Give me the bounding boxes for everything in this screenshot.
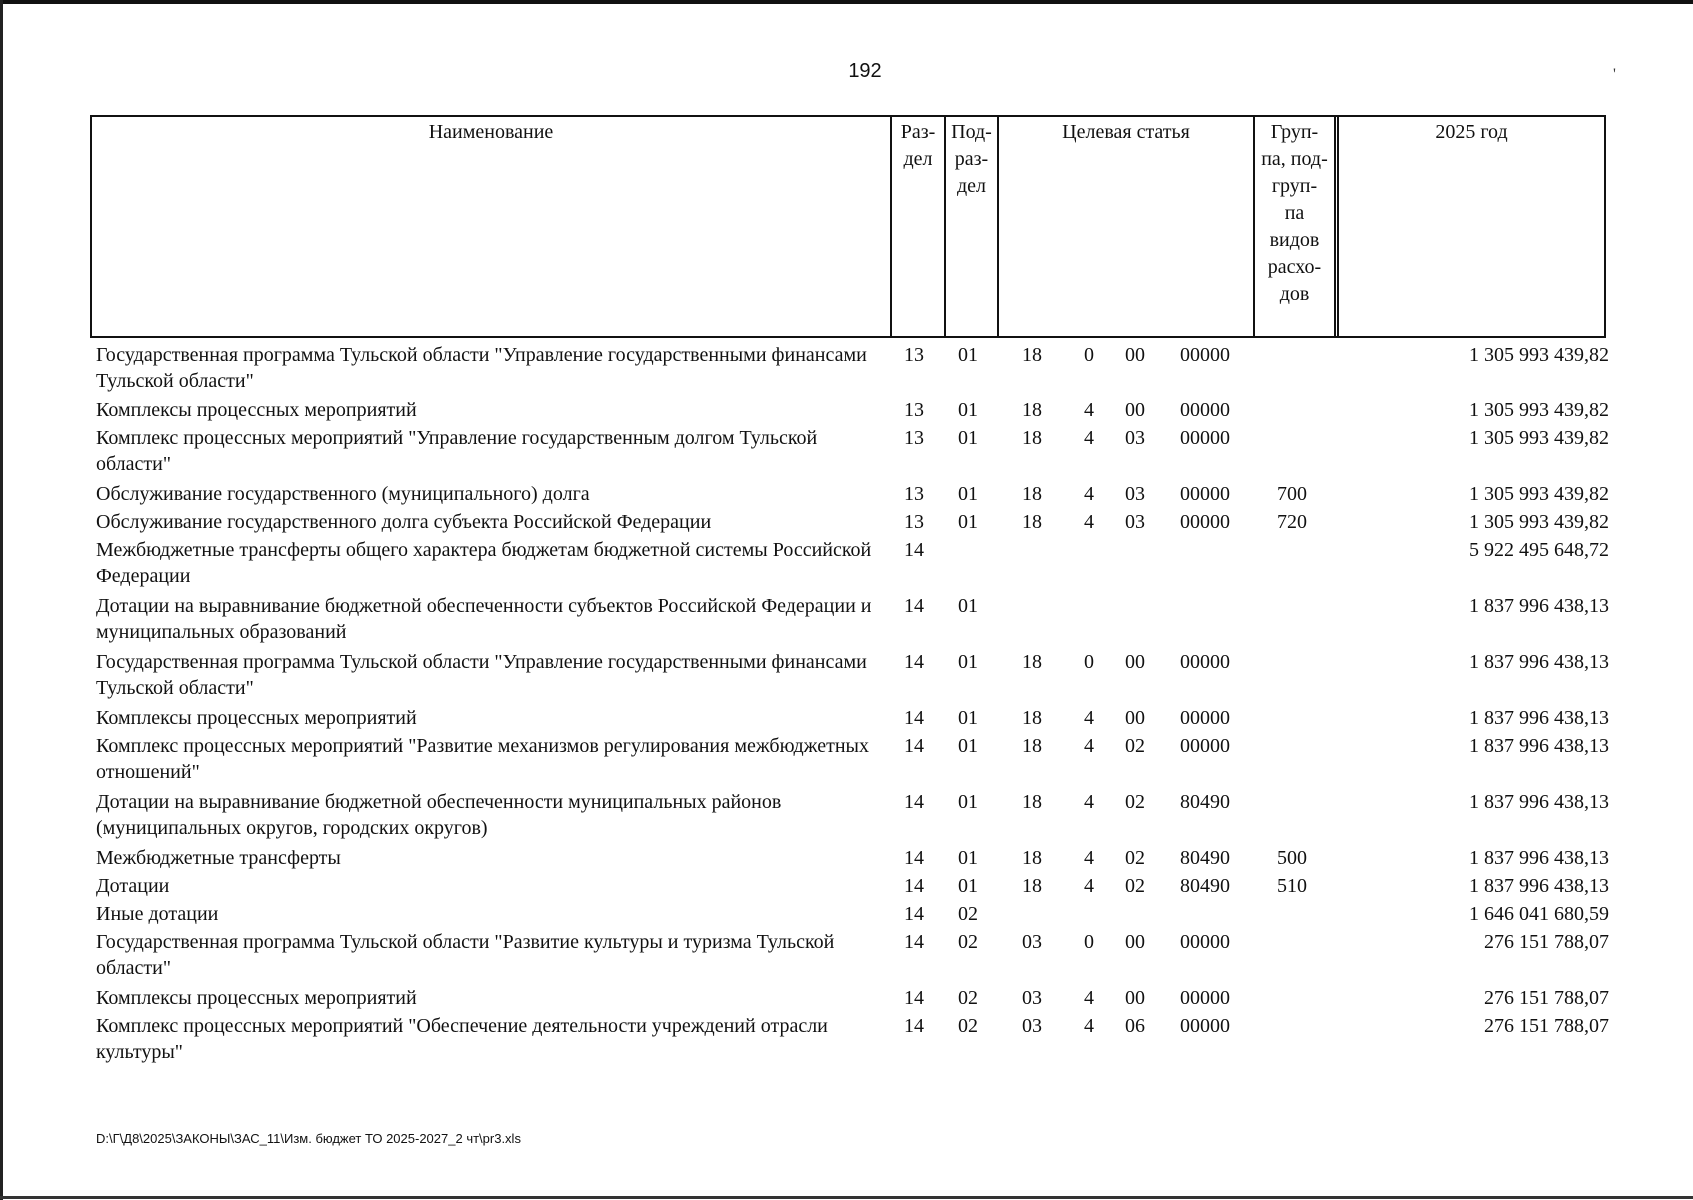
row-group: 500 [1277,847,1307,869]
row-target-direction: 00000 [1180,735,1230,757]
row-target-program: 18 [1022,483,1042,505]
row-sum: 1 305 993 439,82 [1469,399,1609,421]
corner-mark: ' [1613,66,1616,83]
row-target-program: 18 [1022,735,1042,757]
row-target-structure: 02 [1125,847,1145,869]
row-name: Межбюджетные трансферты [96,847,341,869]
row-target-direction: 80490 [1180,791,1230,813]
header-razdel-label: Раз- дел [900,121,936,170]
row-name: Комплексы процессных мероприятий [96,399,417,421]
header-podrazdel [944,117,997,336]
row-podrazdel: 01 [958,707,978,729]
row-target-type: 4 [1084,399,1094,421]
header-name-label: Наименование [428,121,554,143]
row-target-program: 18 [1022,427,1042,449]
row-target-program: 03 [1022,931,1042,953]
row-target-type: 4 [1084,791,1094,813]
row-podrazdel: 02 [958,987,978,1009]
row-target-type: 0 [1084,651,1094,673]
row-razdel: 13 [904,511,924,533]
row-razdel: 14 [904,875,924,897]
row-razdel: 14 [904,987,924,1009]
row-name: Комплекс процессных мероприятий "Обеспечение деятельности учреждений отрасли культуры" [96,1015,828,1063]
row-razdel: 14 [904,735,924,757]
row-sum: 1 305 993 439,82 [1469,511,1609,533]
row-target-direction: 00000 [1180,344,1230,366]
row-target-structure: 03 [1125,511,1145,533]
row-podrazdel: 01 [958,875,978,897]
row-target-direction: 00000 [1180,931,1230,953]
row-target-program: 03 [1022,987,1042,1009]
row-podrazdel: 02 [958,1015,978,1037]
row-target-structure: 03 [1125,483,1145,505]
header-razdel [890,117,944,336]
row-target-structure: 00 [1125,344,1145,366]
row-name: Государственная программа Тульской области "Развитие культуры и туризма Тульской области" [96,931,835,979]
row-target-type: 4 [1084,847,1094,869]
row-sum: 1 305 993 439,82 [1469,427,1609,449]
row-group: 510 [1277,875,1307,897]
row-target-direction: 00000 [1180,707,1230,729]
page-frame-left [0,0,3,1200]
row-target-direction: 80490 [1180,875,1230,897]
row-target-program: 18 [1022,399,1042,421]
row-target-direction: 00000 [1180,511,1230,533]
row-razdel: 14 [904,791,924,813]
row-name: Обслуживание государственного (муниципального) долга [96,483,590,505]
row-podrazdel: 01 [958,427,978,449]
row-podrazdel: 02 [958,931,978,953]
row-target-structure: 00 [1125,931,1145,953]
row-sum: 1 305 993 439,82 [1469,344,1609,366]
row-razdel: 14 [904,707,924,729]
table-header [90,115,1606,338]
row-razdel: 13 [904,399,924,421]
row-sum: 1 305 993 439,82 [1469,483,1609,505]
row-group: 720 [1277,511,1307,533]
row-name: Обслуживание государственного долга субъекта Российской Федерации [96,511,712,533]
row-target-structure: 00 [1125,651,1145,673]
row-podrazdel: 01 [958,344,978,366]
header-podrazdel-label: Под- раз- дел [951,121,992,197]
row-podrazdel: 01 [958,651,978,673]
row-podrazdel: 02 [958,903,978,925]
row-target-structure: 00 [1125,987,1145,1009]
row-name: Государственная программа Тульской области "Управление государственными финансами Тульской области" [96,344,867,392]
row-sum: 1 837 996 438,13 [1469,651,1609,673]
header-group [1253,117,1334,336]
row-podrazdel: 01 [958,595,978,617]
row-sum: 1 837 996 438,13 [1469,847,1609,869]
header-group-label: Груп- па, под- груп- па видов расхо- дов [1261,121,1328,305]
row-target-structure: 02 [1125,875,1145,897]
row-target-direction: 00000 [1180,1015,1230,1037]
row-podrazdel: 01 [958,483,978,505]
row-target-program: 18 [1022,847,1042,869]
row-target-program: 18 [1022,511,1042,533]
row-target-direction: 00000 [1180,651,1230,673]
row-target-direction: 00000 [1180,427,1230,449]
row-sum: 5 922 495 648,72 [1469,539,1609,561]
header-year-label: 2025 год [1435,121,1508,143]
row-sum: 276 151 788,07 [1484,987,1609,1009]
row-razdel: 14 [904,847,924,869]
row-razdel: 14 [904,539,924,561]
row-sum: 1 837 996 438,13 [1469,791,1609,813]
row-target-program: 18 [1022,791,1042,813]
row-target-type: 4 [1084,707,1094,729]
row-target-structure: 02 [1125,791,1145,813]
page-frame-top [0,0,1693,4]
row-razdel: 14 [904,1015,924,1037]
row-target-type: 4 [1084,987,1094,1009]
file-path-footer: D:\Г\Д8\2025\ЗАКОНЫ\ЗАС_11\Изм. бюджет ТО 2025-2027_2 чт\pr3.xls [96,1131,521,1146]
row-target-structure: 00 [1125,399,1145,421]
row-podrazdel: 01 [958,511,978,533]
row-target-program: 18 [1022,651,1042,673]
row-target-type: 4 [1084,875,1094,897]
row-target-direction: 00000 [1180,987,1230,1009]
row-sum: 1 837 996 438,13 [1469,735,1609,757]
row-razdel: 14 [904,903,924,925]
header-target-label: Целевая статья [1062,121,1190,143]
row-razdel: 13 [904,427,924,449]
row-target-type: 0 [1084,344,1094,366]
row-razdel: 14 [904,651,924,673]
row-razdel: 13 [904,483,924,505]
row-target-structure: 02 [1125,735,1145,757]
row-name: Иные дотации [96,903,219,925]
row-podrazdel: 01 [958,847,978,869]
row-target-type: 4 [1084,511,1094,533]
row-target-type: 4 [1084,427,1094,449]
row-sum: 1 837 996 438,13 [1469,595,1609,617]
header-target [997,117,1253,336]
row-podrazdel: 01 [958,791,978,813]
row-target-program: 18 [1022,344,1042,366]
row-podrazdel: 01 [958,399,978,421]
row-target-program: 18 [1022,707,1042,729]
row-sum: 276 151 788,07 [1484,1015,1609,1037]
row-target-structure: 06 [1125,1015,1145,1037]
row-sum: 1 837 996 438,13 [1469,875,1609,897]
row-sum: 1 646 041 680,59 [1469,903,1609,925]
row-name: Дотации на выравнивание бюджетной обеспеченности муниципальных районов (муниципальных округов, городских округов) [96,791,782,839]
header-year [1334,117,1604,336]
page-frame-bottom [0,1196,1693,1199]
row-target-type: 4 [1084,1015,1094,1037]
row-target-program: 18 [1022,875,1042,897]
row-podrazdel: 01 [958,735,978,757]
header-name [92,117,890,336]
row-target-structure: 00 [1125,707,1145,729]
row-name: Межбюджетные трансферты общего характера бюджетам бюджетной системы Российской Федерации [96,539,872,587]
row-group: 700 [1277,483,1307,505]
row-name: Комплексы процессных мероприятий [96,707,417,729]
row-name: Комплексы процессных мероприятий [96,987,417,1009]
row-target-direction: 00000 [1180,399,1230,421]
row-sum: 1 837 996 438,13 [1469,707,1609,729]
row-target-program: 03 [1022,1015,1042,1037]
row-target-structure: 03 [1125,427,1145,449]
row-name: Государственная программа Тульской области "Управление государственными финансами Тульской области" [96,651,867,699]
row-name: Дотации на выравнивание бюджетной обеспеченности субъектов Российской Федерации и муниципальных образований [96,595,872,643]
row-target-type: 0 [1084,931,1094,953]
row-target-type: 4 [1084,483,1094,505]
row-name: Дотации [96,875,170,897]
row-razdel: 14 [904,595,924,617]
row-name: Комплекс процессных мероприятий "Управление государственным долгом Тульской области" [96,427,818,475]
row-target-type: 4 [1084,735,1094,757]
row-razdel: 13 [904,344,924,366]
row-target-direction: 80490 [1180,847,1230,869]
row-sum: 276 151 788,07 [1484,931,1609,953]
page-number: 192 [848,60,882,82]
row-name: Комплекс процессных мероприятий "Развитие механизмов регулирования межбюджетных отношений" [96,735,869,783]
row-target-direction: 00000 [1180,483,1230,505]
row-razdel: 14 [904,931,924,953]
